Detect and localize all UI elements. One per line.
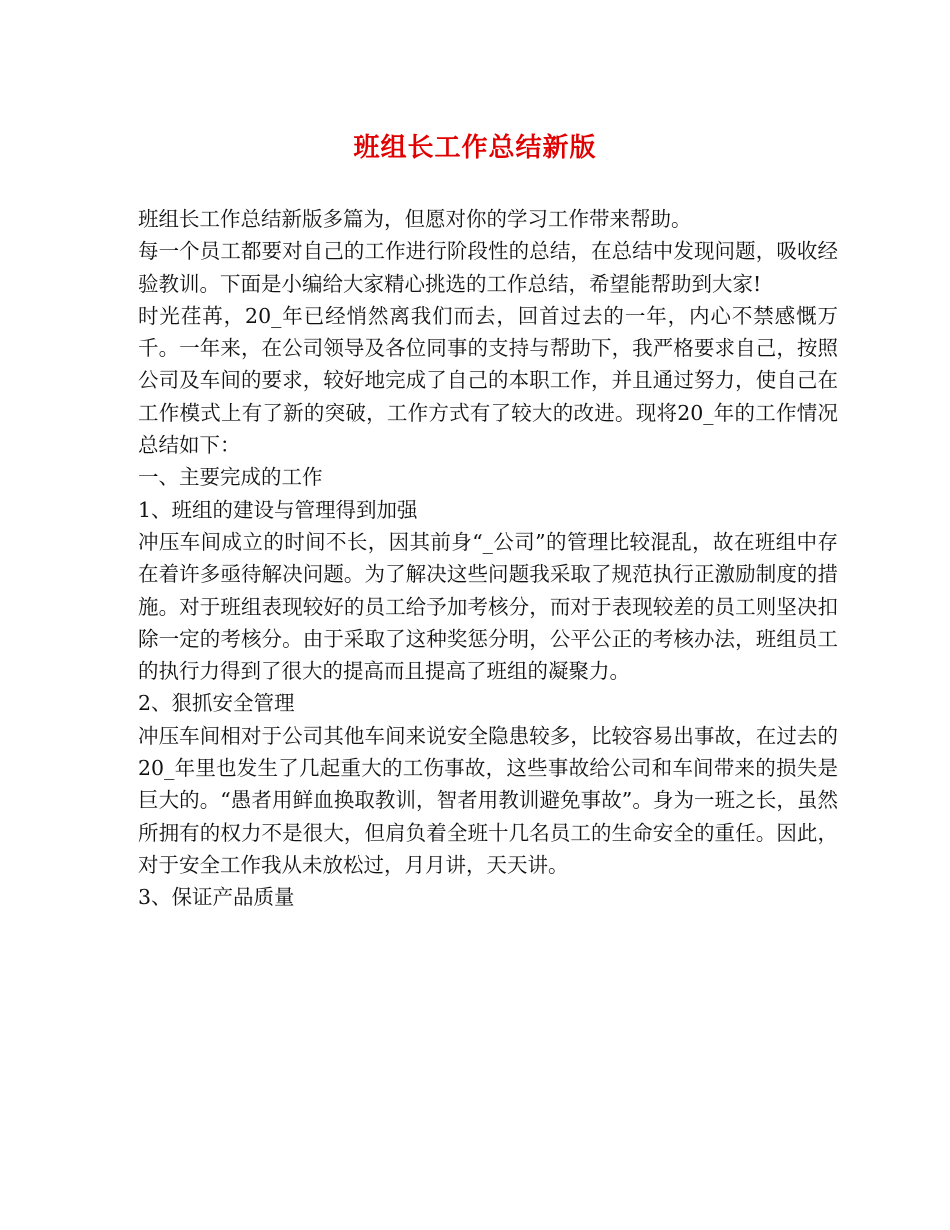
paragraph-safety: 冲压车间相对于公司其他车间来说安全隐患较多，比较容易出事故，在过去的20_年里也发生了几起重大的工伤事故，这些事故给公司和车间带来的损失是巨大的。“愚者用鲜血换取教训，智者用教训避免事故”。身为一班之长，虽然所拥有的权力不是很大，但肩负着全班十几名员工的生命安全的重任。因此，对于安全工作我从未放松过，月月讲，天天讲。 (138, 723, 838, 877)
paragraph-preface: 每一个员工都要对自己的工作进行阶段性的总结，在总结中发现问题，吸收经验教训。下面是小编给大家精心挑选的工作总结，希望能帮助到大家! (138, 239, 838, 296)
document-title: 班组长工作总结新版 (353, 133, 597, 163)
document-body (138, 203, 838, 914)
subheading-quality: 3、保证产品质量 (138, 885, 295, 910)
section-heading-main-work: 一、主要完成的工作 (138, 465, 323, 490)
paragraph-overview: 时光荏苒，20_年已经悄然离我们而去，回首过去的一年，内心不禁感慨万千。一年来，在公司领导及各位同事的支持与帮助下，我严格要求自己，按照公司及车间的要求，较好地完成了自己的本职工作，并且通过努力，使自己在工作模式上有了新的突破，工作方式有了较大的改进。现将20_年的工作情况总结如下： (138, 303, 838, 458)
paragraph-team-building: 冲压车间成立的时间不长，因其前身“_公司”的管理比较混乱，故在班组中存在着许多亟待解决问题。为了解决这些问题我采取了规范执行正激励制度的措施。对于班组表现较好的员工给予加考核分，而对于表现较差的员工则坚决扣除一定的考核分。由于采取了这种奖惩分明，公平公正的考核办法，班组员工的执行力得到了很大的提高而且提高了班组的凝聚力。 (138, 529, 838, 684)
subheading-safety: 2、狠抓安全管理 (138, 691, 295, 716)
paragraph-intro: 班组长工作总结新版多篇为，但愿对你的学习工作带来帮助。 (138, 207, 692, 231)
subheading-team-building: 1、班组的建设与管理得到加强 (138, 497, 418, 522)
